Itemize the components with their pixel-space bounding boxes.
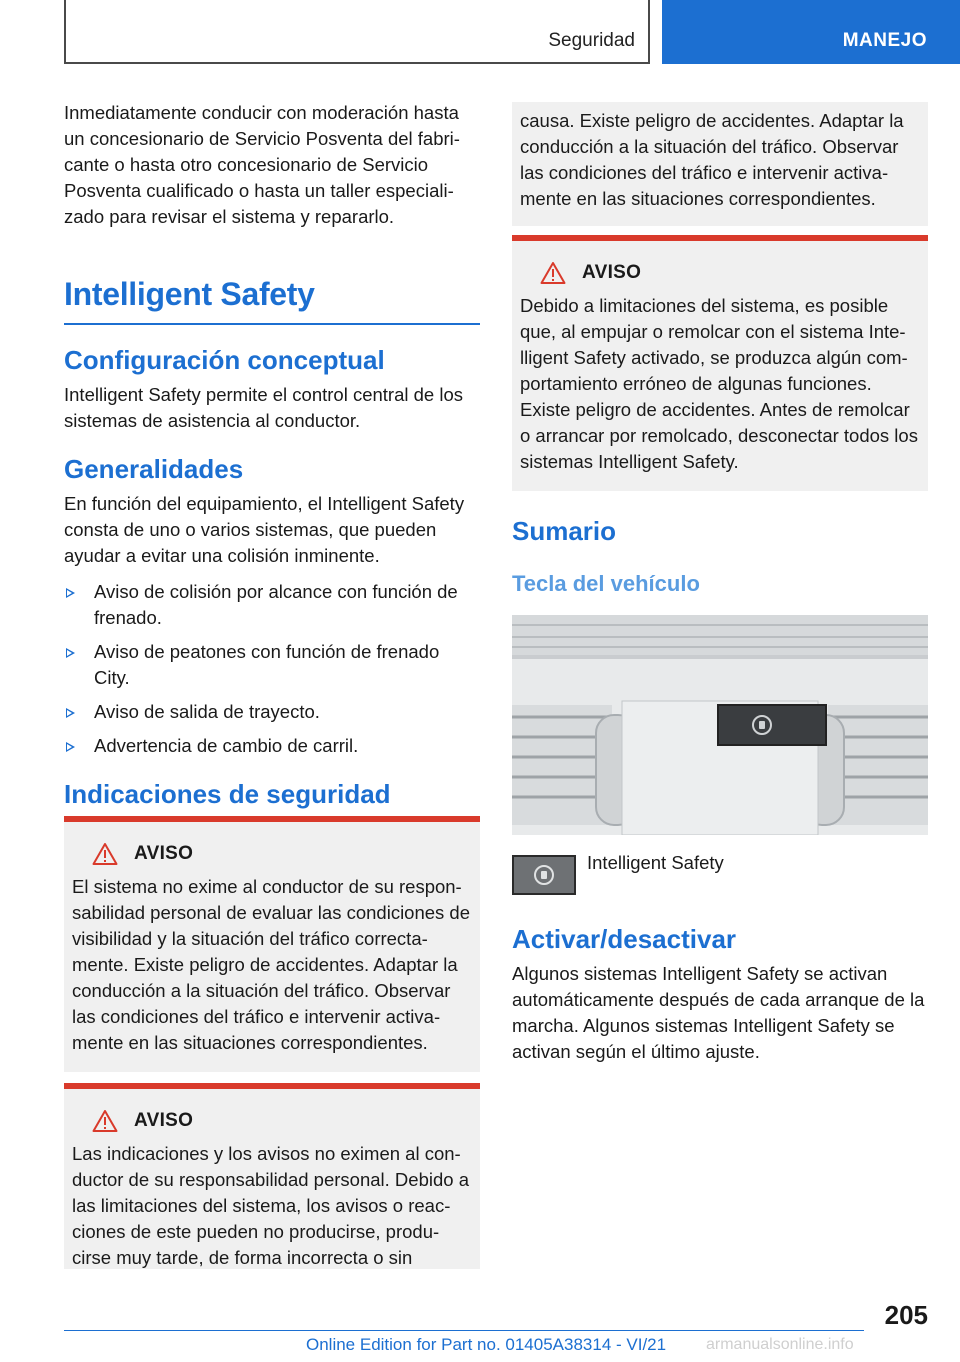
left-column bbox=[64, 100, 480, 810]
dashboard-vent-illustration bbox=[512, 615, 928, 835]
heading-summary: Sumario bbox=[512, 516, 617, 546]
warning-triangle-icon bbox=[92, 1109, 118, 1133]
warning-box bbox=[64, 1083, 480, 1269]
warning-header bbox=[72, 1109, 472, 1133]
warning-text: El sistema no exime al conductor de su respon-sabilidad personal de evaluar las condiciones de visibilidad y la situación del tráfico correcta-mente. Existe peligro de accidentes. Adaptar la conducción a la situación del tráfico. Observar las condiciones del tráfico e intervenir activa-mente en las situaciones correspondientes. bbox=[72, 876, 471, 1053]
triangle-bullet-icon bbox=[66, 742, 75, 752]
warning-text: Las indicaciones y los avisos no eximen al con-ductor de su responsabilidad personal. Debido a las limitaciones del sistema, los avisos o reac-ciones de este pueden no producirse, produ-cirse muy tarde, de forma incorrecta o sin bbox=[72, 1143, 469, 1268]
heading-activate: Activar/desactivar bbox=[512, 924, 737, 954]
warning-title: AVISO bbox=[134, 843, 194, 864]
heading-general: Generalidades bbox=[64, 454, 244, 484]
triangle-bullet-icon bbox=[66, 708, 75, 718]
vehicle-button-photo bbox=[512, 615, 928, 835]
heading-vehicle-key: Tecla del vehículo bbox=[512, 571, 700, 596]
key-label: Intelligent Safety bbox=[587, 852, 724, 873]
chapter-title: MANEJO bbox=[842, 30, 927, 51]
triangle-bullet-icon bbox=[66, 648, 75, 658]
page-number: 205 bbox=[884, 1300, 928, 1330]
warning-text: causa. Existe peligro de accidentes. Adaptar la conducción a la situación del tráfico. Observar las condiciones del tráfico e intervenir activa-mente en las situaciones correspondientes. bbox=[520, 110, 904, 209]
activate-paragraph: Algunos sistemas Intelligent Safety se activan automáticamente después de cada arranque de la marcha. Algunos sistemas Intelligent Safety se activan según el último ajuste. bbox=[512, 963, 925, 1062]
warning-box-continued bbox=[512, 102, 928, 226]
warning-box bbox=[512, 235, 928, 491]
car-safety-icon bbox=[514, 857, 574, 893]
warning-title: AVISO bbox=[134, 1110, 194, 1131]
list-item: Aviso de peatones con función de frenado City. bbox=[64, 639, 480, 691]
section-title: Seguridad bbox=[548, 30, 635, 51]
warning-triangle-icon bbox=[92, 842, 118, 866]
general-paragraph: En función del equipamiento, el Intelligent Safety consta de uno o varios sistemas, que pueden ayudar a evitar una colisión inminente. bbox=[64, 493, 465, 566]
activate-section bbox=[512, 924, 928, 1065]
warning-box bbox=[64, 816, 480, 1072]
list-item: Aviso de colisión por alcance con función de frenado. bbox=[64, 579, 480, 631]
watermark: armanualsonline.info bbox=[706, 1336, 854, 1353]
footer-rule bbox=[64, 1330, 864, 1331]
triangle-bullet-icon bbox=[66, 588, 75, 598]
warning-header bbox=[72, 842, 472, 866]
warning-text: Debido a limitaciones del sistema, es posible que, al empujar o remolcar con el sistema Inte-lligent Safety activado, se produzca algún com-portamiento erróneo de algunas funciones. Existe peligro de accidentes. Antes de remolcar o arrancar por remolcado, desconectar todos los sistemas Intelligent Safety. bbox=[520, 295, 918, 472]
warning-triangle-icon bbox=[540, 261, 566, 285]
feature-list bbox=[64, 579, 480, 759]
heading-safety: Indicaciones de seguridad bbox=[64, 779, 391, 809]
summary-section bbox=[512, 516, 928, 597]
list-item: Aviso de salida de trayecto. bbox=[64, 699, 480, 725]
warning-title: AVISO bbox=[582, 262, 642, 283]
warning-header bbox=[520, 261, 920, 285]
list-item: Advertencia de cambio de carril. bbox=[64, 733, 480, 759]
concept-paragraph: Intelligent Safety permite el control central de los sistemas de asistencia al conductor. bbox=[64, 384, 463, 431]
heading-concept: Configuración conceptual bbox=[64, 345, 385, 375]
intelligent-safety-key bbox=[512, 855, 576, 895]
heading-rule bbox=[64, 323, 480, 325]
edition-text: Online Edition for Part no. 01405A38314 - VI/21 bbox=[306, 1335, 667, 1354]
intro-paragraph: Inmediatamente conducir con moderación hasta un concesionario de Servicio Posventa del fabri-cante o hasta otro concesionario de Servicio Posventa cualificado o hasta un taller especiali-zado para revisar el sistema y repararlo. bbox=[64, 102, 460, 227]
main-heading: Intelligent Safety bbox=[64, 276, 315, 312]
